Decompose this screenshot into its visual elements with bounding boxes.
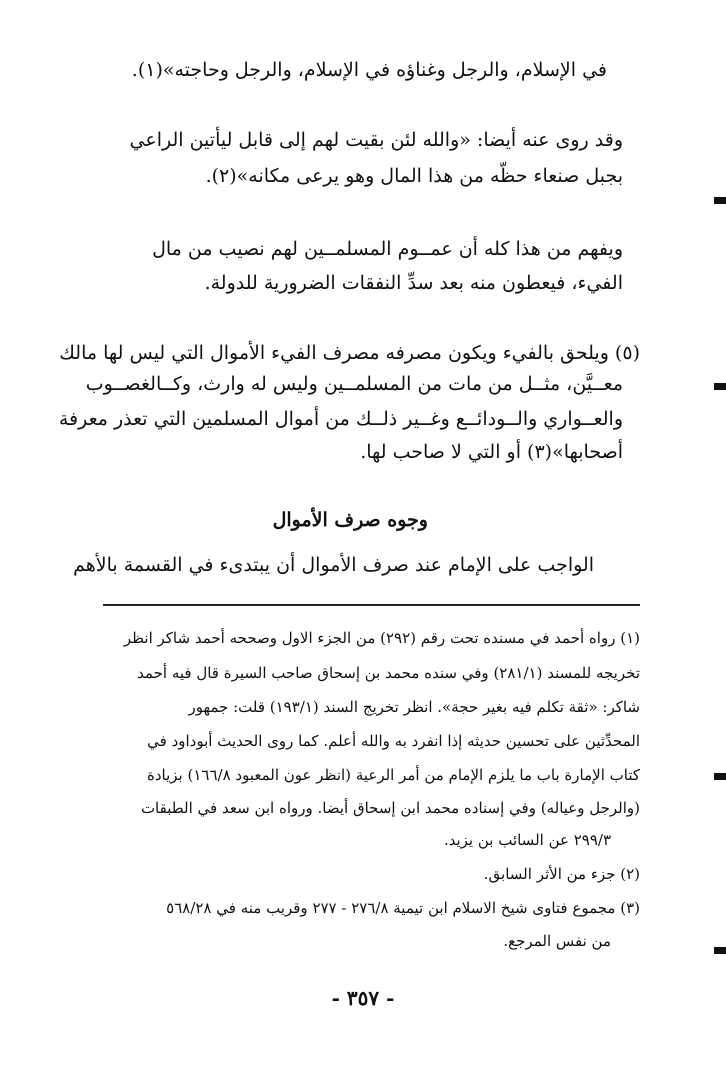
edge-mark [714,947,726,954]
paragraph-4-line-1: (٥) ويلحق بالفيء ويكون مصرفه مصرف الفيء الأموال التي ليس لها مالك [59,342,640,364]
paragraph-2-line-1: وقد روى عنه أيضا: «والله لئن بقيت لهم إلى قابل ليأتين الراعي [129,129,623,151]
paragraph-4-line-4: أصحابها»(٣) أو التي لا صاحب لها. [360,441,623,463]
footnote-2-line-1: (٢) جزء من الأثر السابق. [483,865,640,883]
footnote-3-line-2: من نفس المرجع. [503,932,611,950]
footnote-1-line-2: تخريجه للمسند (٢٨١/١) وفي سنده محمد بن إسحاق صاحب السيرة قال فيه أحمد [137,664,640,682]
section-intro: الواجب على الإمام عند صرف الأموال أن يبتدىء في القسمة بالأهم [73,554,594,576]
paragraph-1-line-1: في الإسلام، والرجل وغناؤه في الإسلام، والرجل وحاجته»(١). [131,59,607,81]
footnote-divider [103,604,640,606]
footnote-1-line-5: كتاب الإمارة باب ما يلزم الإمام من أمر الرعية (انظر عون المعبود ١٦٦/٨) بزيادة [147,766,640,784]
edge-mark [714,773,726,780]
footnote-1-line-7: ٢٩٩/٣ عن السائب بن يزيد. [443,831,611,849]
edge-mark [714,197,726,204]
section-heading: وجوه صرف الأموال [272,509,428,531]
paragraph-4-line-3: والعــواري والــودائــع وغــير ذلــك من أموال المسلمين التي تعذر معرفة [58,408,623,430]
footnote-1-line-6: (والرجل وعياله) وفي إسناده محمد ابن إسحاق أيضا. ورواه ابن سعد في الطبقات [140,799,640,817]
footnote-3-line-1: (٣) مجموع فتاوى شيخ الاسلام ابن تيمية ٢٧٦/٨ - ٢٧٧ وقريب منه في ٥٦٨/٢٨ [166,899,640,917]
paragraph-2-line-2: بجبل صنعاء حظّه من هذا المال وهو يرعى مكانه»(٢). [205,165,623,187]
edge-mark [714,383,726,390]
paragraph-3-line-2: الفيء، فيعطون منه بعد سدِّ النفقات الضرورية للدولة. [204,272,623,294]
paragraph-4-line-2: معــيَّن، مثــل من مات من المسلمــين وليس له وارث، وكــالغصــوب [85,373,623,395]
footnote-1-line-1: (١) رواه أحمد في مسنده تحت رقم (٢٩٢) من الجزء الاول وصححه أحمد شاكر انظر [123,629,640,647]
paragraph-3-line-1: ويفهم من هذا كله أن عمــوم المسلمــين لهم نصيب من مال [152,238,623,260]
footnote-1-line-4: المحدِّثين على تحسين حديثه إذا انفرد به والله أعلم. كما روى الحديث أبوداود في [147,732,640,750]
footnote-1-line-3: شاكر: «ثقة تكلم فيه بغير حجة». انظر تخريج السند (١٩٣/١) قلت: جمهور [188,698,640,716]
page-number: - ٣٥٧ - [331,986,395,1010]
